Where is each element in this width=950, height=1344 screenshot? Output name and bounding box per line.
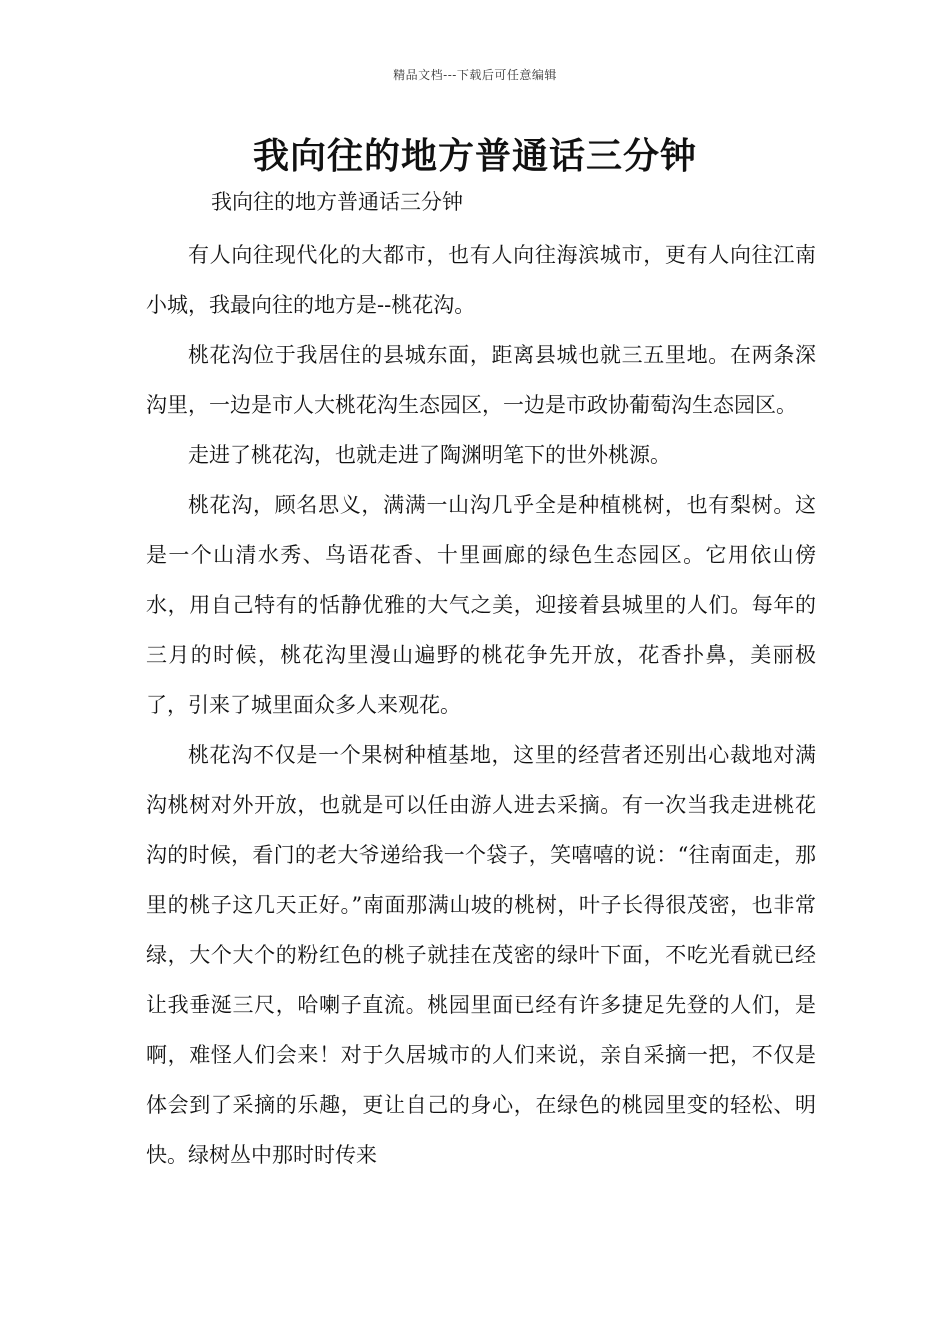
paragraph: 有人向往现代化的大都市，也有人向往海滨城市，更有人向往江南小城，我最向往的地方是--桃花沟。 xyxy=(146,243,816,317)
document-body xyxy=(146,230,816,1180)
paragraph: 走进了桃花沟，也就走进了陶渊明笔下的世外桃源。 xyxy=(188,443,671,467)
paragraph: 桃花沟位于我居住的县城东面，距离县城也就三五里地。在两条深沟里，一边是市人大桃花沟生态园区，一边是市政协葡萄沟生态园区。 xyxy=(146,343,816,417)
document-subtitle: 我向往的地方普通话三分钟 xyxy=(211,190,463,214)
page-header-note: 精品文档---下载后可任意编辑 xyxy=(393,68,557,82)
document-title: 我向往的地方普通话三分钟 xyxy=(252,135,697,177)
paragraph: 桃花沟不仅是一个果树种植基地，这里的经营者还别出心裁地对满沟桃树对外开放，也就是可以任由游人进去采摘。有一次当我走进桃花沟的时候，看门的老大爷递给我一个袋子，笑嘻嘻的说：“往南面走，那里的桃子这几天正好。”南面那满山坡的桃树，叶子长得很茂密，也非常绿，大个大个的粉红色的桃子就挂在茂密的绿叶下面，不吃光看就已经让我垂涎三尺，哈喇子直流。桃园里面已经有许多捷足先登的人们，是啊，难怪人们会来！对于久居城市的人们来说，亲自采摘一把，不仅是体会到了采摘的乐趣，更让自己的身心，在绿色的桃园里变的轻松、明快。绿树丛中那时时传来 xyxy=(146,743,816,1167)
paragraph: 桃花沟，顾名思义，满满一山沟几乎全是种植桃树，也有梨树。这是一个山清水秀、鸟语花香、十里画廊的绿色生态园区。它用依山傍水，用自己特有的恬静优雅的大气之美，迎接着县城里的人们。每年的三月的时候，桃花沟里漫山遍野的桃花争先开放，花香扑鼻，美丽极了，引来了城里面众多人来观花。 xyxy=(146,493,816,717)
